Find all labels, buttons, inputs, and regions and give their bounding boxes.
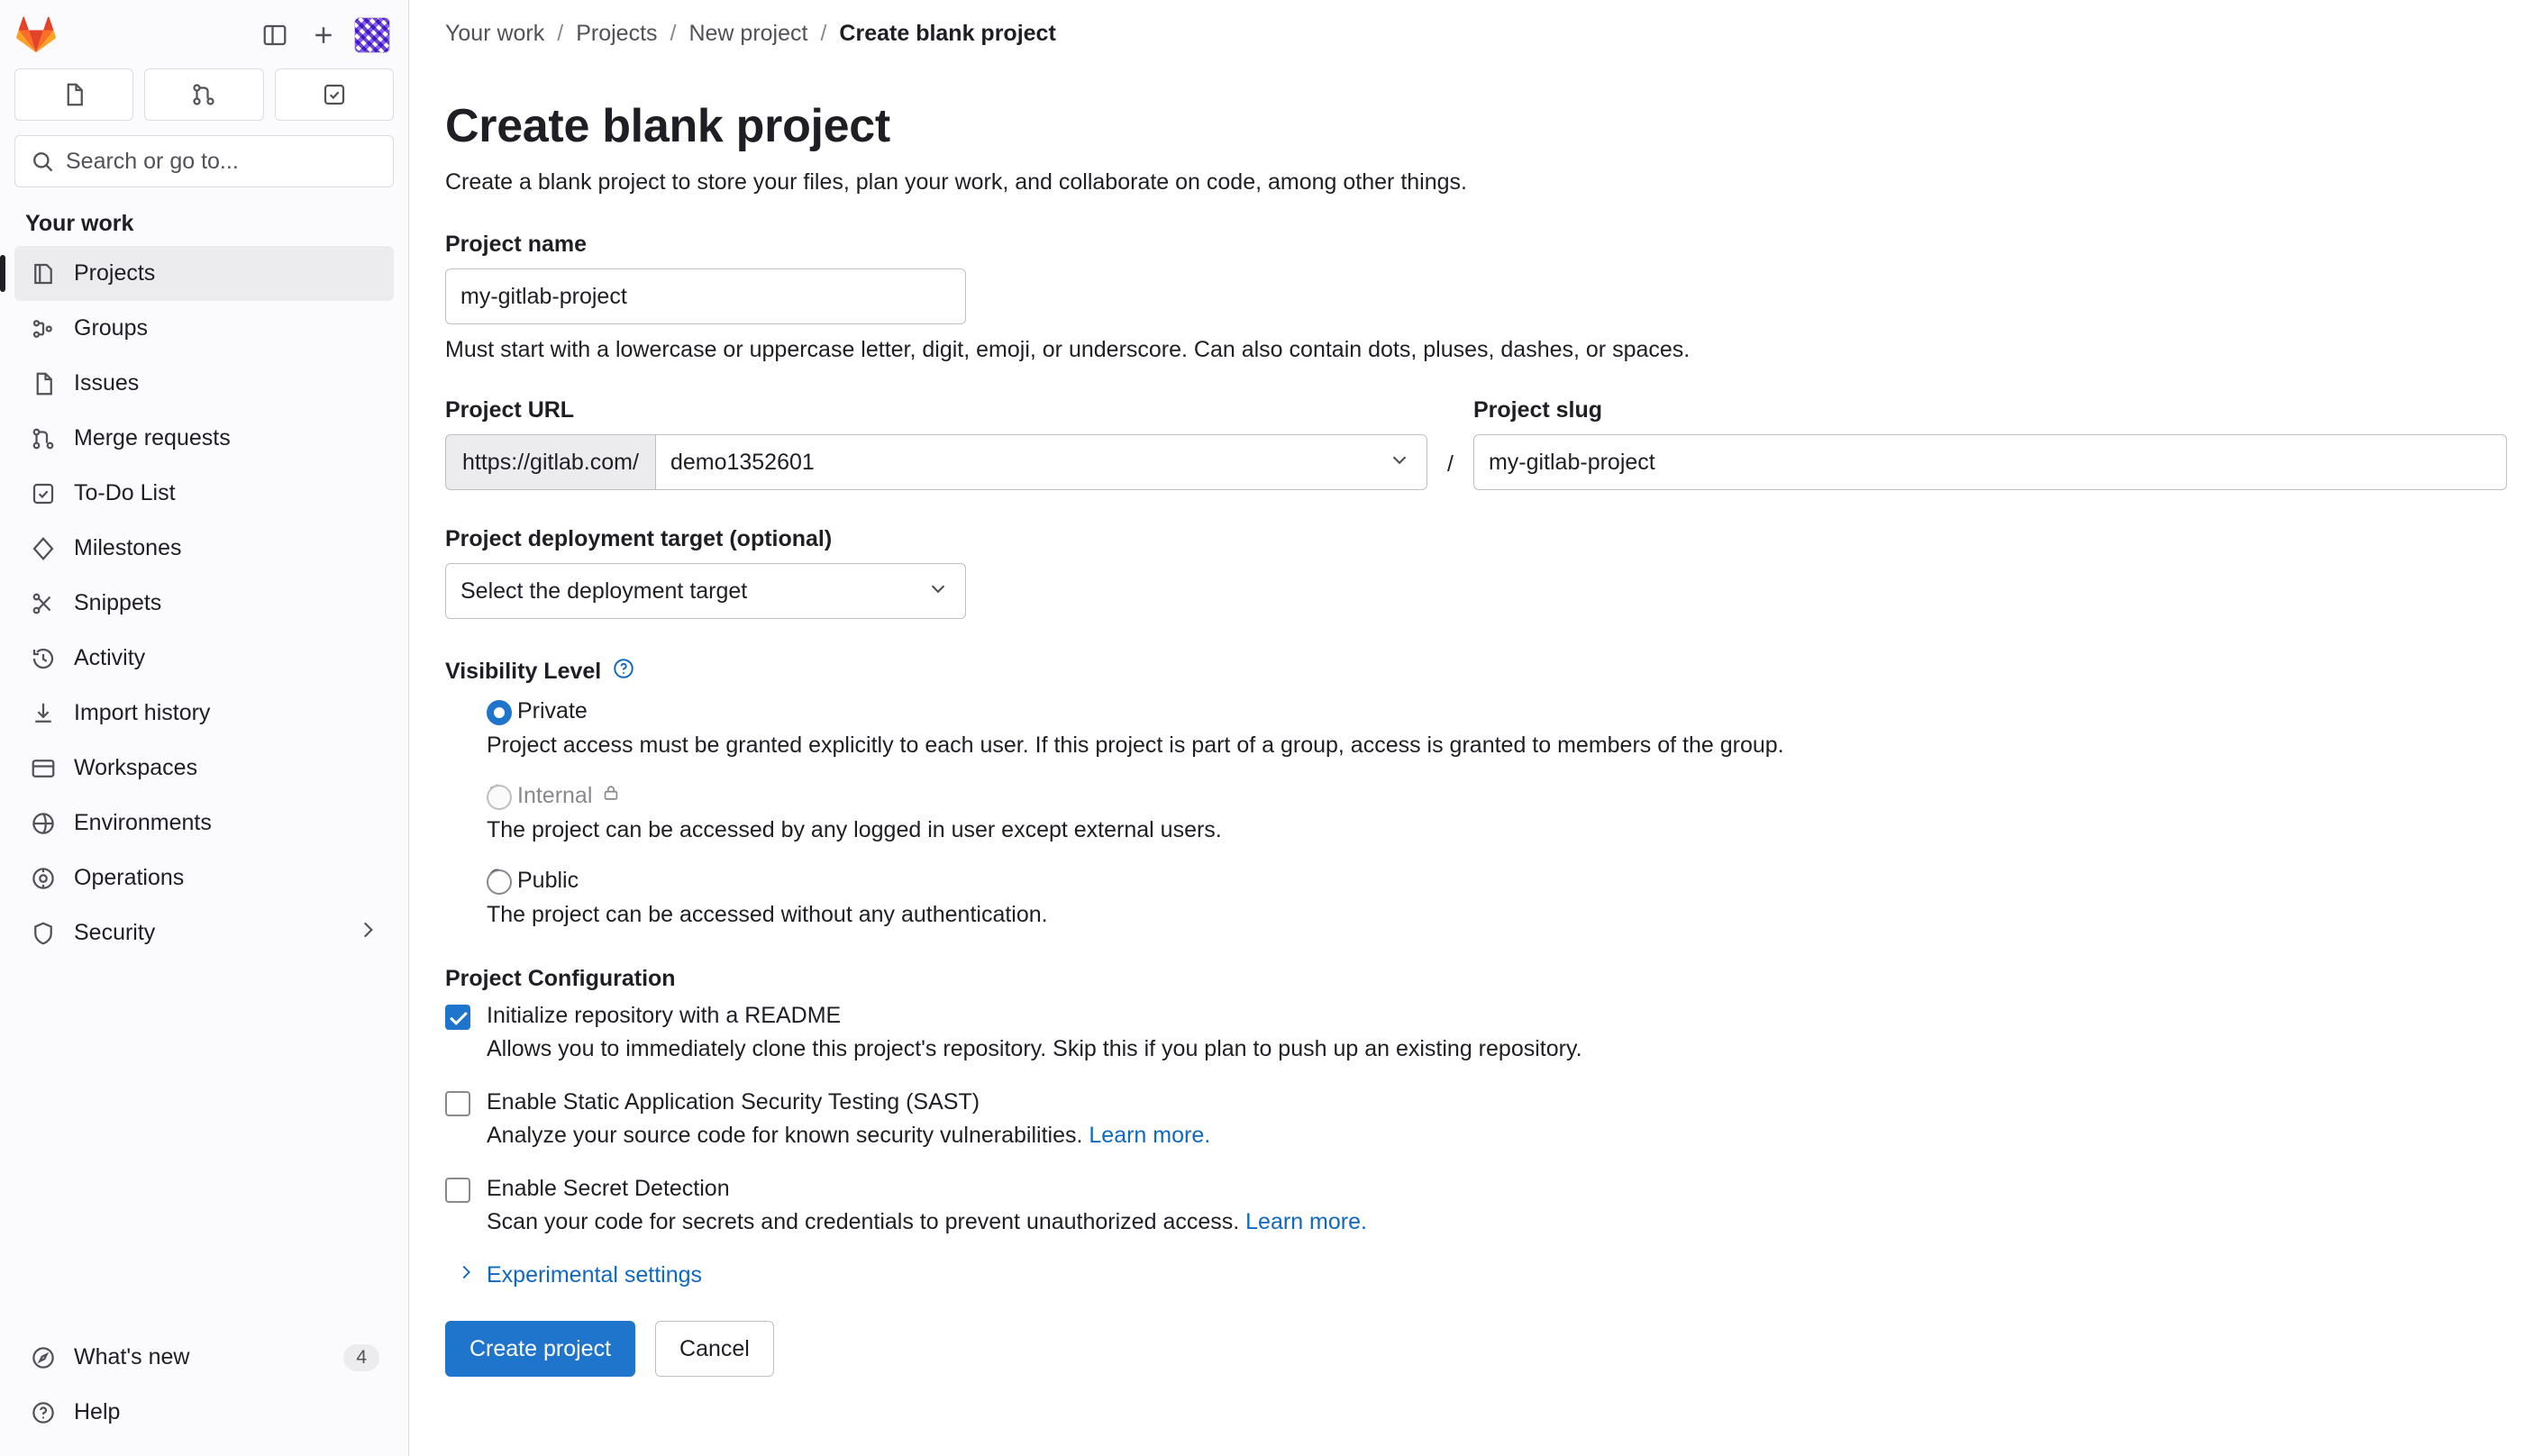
cancel-button[interactable]: Cancel <box>655 1321 774 1377</box>
issue-icon <box>29 369 58 398</box>
radio-internal <box>487 785 512 810</box>
sidebar-item-environments[interactable] <box>14 796 394 851</box>
visibility-public-label: Public <box>517 868 579 893</box>
visibility-internal-label: Internal <box>517 783 593 808</box>
breadcrumb-item-new-project[interactable]: New project <box>688 20 808 46</box>
group-icon <box>29 314 58 343</box>
breadcrumb-current: Create blank project <box>839 20 1056 46</box>
sidebar-item-milestones[interactable] <box>14 521 394 576</box>
radio-private[interactable] <box>487 700 512 725</box>
sidebar-item-projects[interactable] <box>14 246 394 301</box>
visibility-internal-description: The project can be accessed by any logged in user except external users. <box>487 817 1222 842</box>
deployment-target-select[interactable] <box>445 563 966 619</box>
config-option-readme[interactable] <box>445 1003 2507 1062</box>
search-icon <box>30 149 55 174</box>
sidebar-item-label: Import history <box>74 700 211 725</box>
gitlab-logo-icon[interactable] <box>16 15 56 55</box>
configuration-section-title <box>445 966 2507 992</box>
sidebar-item-label: Merge requests <box>74 425 231 450</box>
sidebar-item-operations[interactable] <box>14 851 394 905</box>
import-icon <box>29 699 58 728</box>
config-secret-detection-label: Enable Secret Detection <box>487 1176 730 1201</box>
project-url-label: Project URL <box>445 397 575 423</box>
sidebar-item-label: Milestones <box>74 535 182 560</box>
breadcrumb-item-your-work[interactable]: Your work <box>445 20 545 46</box>
sidebar-item-label: Snippets <box>74 590 162 615</box>
sidebar-item-label: Environments <box>74 810 212 835</box>
shield-icon <box>29 919 58 948</box>
sidebar-item-label: Operations <box>74 865 185 890</box>
visibility-options <box>445 697 2507 928</box>
breadcrumb-item-projects[interactable]: Projects <box>576 20 658 46</box>
visibility-private-description: Project access must be granted explicitly to each user. If this project is part of a group, access is granted to members of the group. <box>487 733 1784 758</box>
question-circle-icon[interactable] <box>612 657 635 687</box>
visibility-option-private[interactable] <box>487 697 2507 759</box>
page-subtitle: Create a blank project to store your files, plan your work, and collaborate on code, among other things. <box>445 169 1467 195</box>
sidebar-item-activity[interactable] <box>14 631 394 686</box>
visibility-section-title <box>445 657 2507 687</box>
sidebar-item-workspaces[interactable] <box>14 741 394 796</box>
visibility-option-internal <box>487 782 2507 843</box>
avatar-icon <box>354 17 390 53</box>
plus-icon[interactable] <box>304 15 343 55</box>
sidebar-item-label: Groups <box>74 315 148 341</box>
config-secret-detection-learn-more-link[interactable]: Learn more. <box>1245 1209 1367 1234</box>
lock-icon <box>601 783 621 809</box>
operations-icon <box>29 864 58 893</box>
deployment-target-group <box>445 526 2507 619</box>
environment-icon <box>29 809 58 838</box>
sidebar-item-label: Workspaces <box>74 755 198 780</box>
configuration-options <box>445 1003 2507 1235</box>
project-name-input[interactable] <box>445 268 966 324</box>
config-sast-description: Analyze your source code for known security vulnerabilities. <box>487 1123 1083 1148</box>
create-project-form <box>409 67 2543 1413</box>
configuration-label: Project Configuration <box>445 966 676 991</box>
project-name-help: Must start with a lowercase or uppercase letter, digit, emoji, or underscore. Can also contain dots, pluses, dashes, or spaces. <box>445 337 1691 362</box>
merge-request-icon <box>29 424 58 453</box>
checkbox-secret-detection[interactable] <box>445 1178 470 1203</box>
sidebar-item-label: To-Do List <box>74 480 176 505</box>
sidebar-header <box>0 0 408 65</box>
snippet-icon <box>29 589 58 618</box>
experimental-settings-toggle[interactable] <box>456 1262 2507 1288</box>
config-readme-label: Initialize repository with a README <box>487 1003 842 1028</box>
search-placeholder: Search or go to... <box>66 148 239 174</box>
sidebar-item-merge-requests[interactable] <box>14 411 394 466</box>
visibility-public-description: The project can be accessed without any authentication. <box>487 902 1048 927</box>
sidebar-item-todo-list[interactable] <box>14 466 394 521</box>
checkbox-sast[interactable] <box>445 1091 470 1116</box>
sidebar-item-import-history[interactable] <box>14 686 394 741</box>
project-name-label: Project name <box>445 232 588 257</box>
sidebar-nav <box>0 246 408 960</box>
config-readme-description: Allows you to immediately clone this project's repository. Skip this if you plan to push up an existing repository. <box>487 1036 1582 1061</box>
project-url-prefix: https://gitlab.com/ <box>445 434 655 490</box>
todo-check-icon <box>29 479 58 508</box>
sidebar-item-help[interactable] <box>14 1385 394 1440</box>
breadcrumb-separator: / <box>670 20 677 46</box>
help-icon <box>29 1398 58 1427</box>
whats-new-icon <box>29 1343 58 1372</box>
page-title: Create blank project <box>445 100 890 152</box>
sidebar-item-label: Security <box>74 920 156 945</box>
sidebar-item-snippets[interactable] <box>14 576 394 631</box>
checkbox-readme[interactable] <box>445 1005 470 1030</box>
experimental-settings-label: Experimental settings <box>487 1262 703 1288</box>
sidebar-item-label: Projects <box>74 260 156 286</box>
config-option-secret-detection[interactable] <box>445 1176 2507 1235</box>
radio-public[interactable] <box>487 869 512 895</box>
main-content <box>409 0 2543 1456</box>
visibility-private-label: Private <box>517 698 588 723</box>
deployment-target-label: Project deployment target (optional) <box>445 526 833 551</box>
sidebar-item-label: Activity <box>74 645 146 670</box>
issues-shortcut[interactable] <box>14 68 133 121</box>
milestone-icon <box>29 534 58 563</box>
project-slug-group <box>1473 367 2507 490</box>
config-secret-detection-description: Scan your code for secrets and credentials to prevent unauthorized access. <box>487 1209 1240 1234</box>
form-actions <box>445 1321 2507 1413</box>
merge-requests-shortcut[interactable] <box>144 68 263 121</box>
project-url-row <box>445 367 2507 490</box>
project-icon <box>29 259 58 288</box>
namespace-select[interactable] <box>655 434 1427 490</box>
breadcrumb <box>409 0 2543 67</box>
sidebar-item-label: Issues <box>74 370 140 396</box>
history-icon <box>29 644 58 673</box>
project-url-group <box>445 367 1427 490</box>
sidebar-item-label: What's new <box>74 1344 190 1370</box>
breadcrumb-separator: / <box>557 20 564 46</box>
project-slug-input[interactable] <box>1473 434 2507 490</box>
sidebar-footer <box>0 1330 408 1456</box>
create-project-button[interactable]: Create project <box>445 1321 635 1377</box>
config-sast-learn-more-link[interactable]: Learn more. <box>1089 1123 1211 1148</box>
sidebar-item-whats-new[interactable] <box>14 1330 394 1385</box>
breadcrumb-separator: / <box>820 20 827 46</box>
whats-new-badge: 4 <box>343 1344 379 1371</box>
sidebar-item-security[interactable] <box>14 905 394 960</box>
workspace-icon <box>29 754 58 783</box>
search-input[interactable] <box>14 135 394 187</box>
project-slug-label: Project slug <box>1472 397 1603 423</box>
chevron-right-icon <box>456 1262 476 1288</box>
sidebar-item-label: Help <box>74 1399 121 1424</box>
config-sast-label: Enable Static Application Security Testing (SAST) <box>487 1089 980 1115</box>
sidebar-item-groups[interactable] <box>14 301 394 356</box>
sidebar-toggle-icon[interactable] <box>255 15 295 55</box>
sidebar <box>0 0 409 1456</box>
url-slug-separator: / <box>1447 451 1454 477</box>
sidebar-section-title: Your work <box>25 211 134 236</box>
config-option-sast[interactable] <box>445 1089 2507 1149</box>
sidebar-item-issues[interactable] <box>14 356 394 411</box>
todo-shortcut[interactable] <box>275 68 394 121</box>
chevron-right-icon <box>356 918 379 948</box>
visibility-label: Visibility Level <box>445 659 602 684</box>
visibility-option-public[interactable] <box>487 867 2507 928</box>
sidebar-quick-actions <box>0 65 408 130</box>
avatar[interactable] <box>352 15 392 55</box>
